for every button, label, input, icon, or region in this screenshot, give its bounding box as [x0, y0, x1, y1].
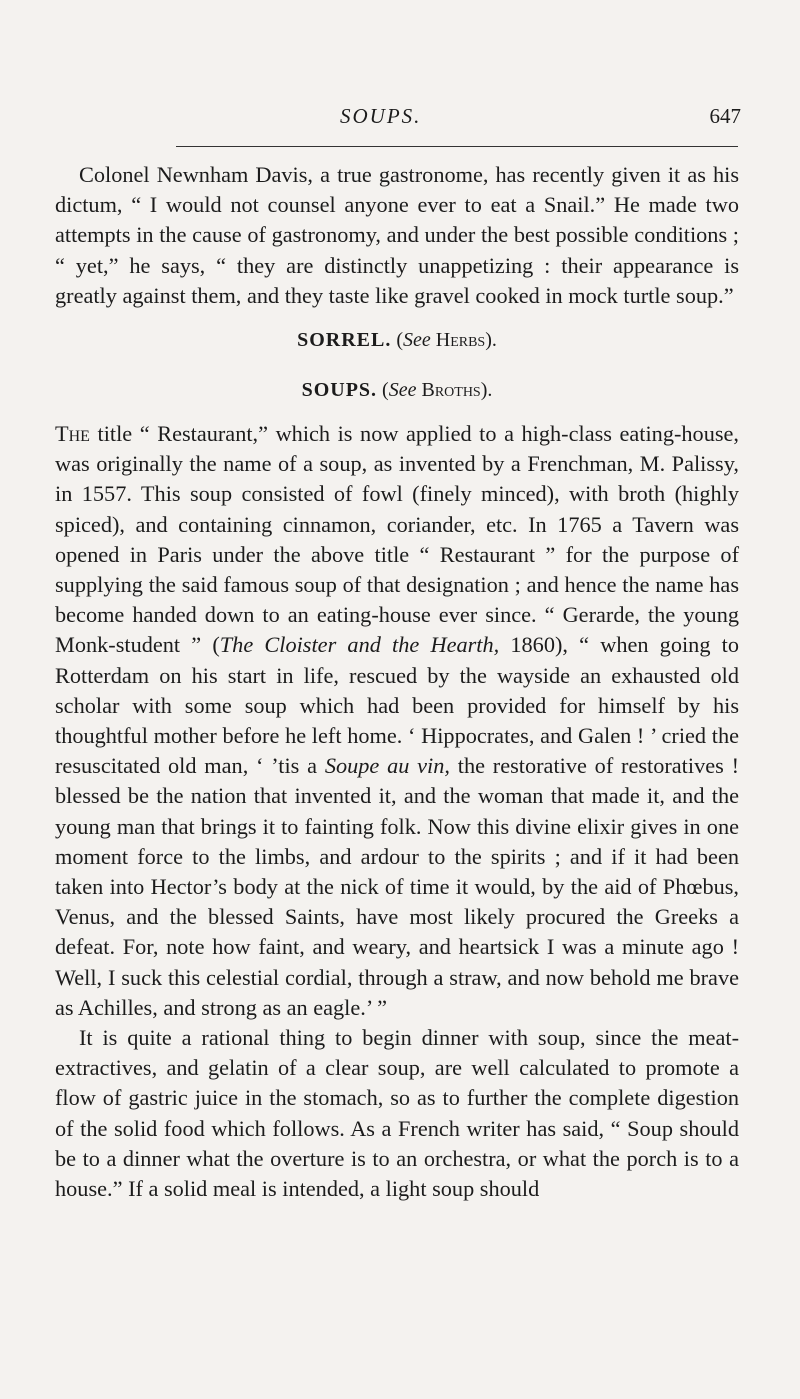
heading-sorrel-title: SORREL.	[297, 329, 392, 352]
soupe-au-vin: Soupe au vin,	[324, 753, 450, 779]
heading-soups-title: SOUPS.	[301, 379, 378, 402]
paragraph-snail: Colonel Newnham Davis, a true gastronome, has recently given it as his dictum, “ I would not counsel anyone ever to eat a Snail.” He made two attempts in the cause of gastronomy, and under the best possible conditions ; “ yet,” he says, “ they are distinctly unappetizing : their appearance is greatly against them, and they taste like gravel cooked in mock turtle soup.”	[55, 162, 739, 308]
heading-sorrel-see: See	[403, 329, 431, 352]
heading-sorrel: SORREL. (See Herbs).	[297, 329, 497, 352]
heading-sorrel-ref: Herbs	[435, 329, 486, 352]
paragraph-restaurant-text-b: 1860), “ when going to Rotterdam on his start in life, rescued by the wayside an exhausted old scholar with some soup which had been provided for himself by his thoughtful mother before he left home. ‘ Hippocrates, and Galen ! ’ cried the resuscitated old man, ‘ ’tis a	[55, 632, 739, 779]
header-rule	[176, 146, 738, 147]
book-title: The Cloister and the Hearth,	[219, 632, 500, 658]
paragraph-dinner: It is quite a rational thing to begin dinner with soup, since the meat-extractives, and gelatin of a clear soup, are well calculated to promote a flow of gastric juice in the stomach, so as to further the complete digestion of the solid food which follows. As a French writer has said, “ Soup should be to a dinner what the overture is to an orchestra, or what the porch is to a house.” If a solid meal is intended, a light soup should	[55, 1025, 739, 1202]
heading-soups: SOUPS. (See Broths).	[301, 379, 493, 402]
heading-soups-ref: Broths	[421, 379, 481, 402]
paragraph-restaurant	[55, 419, 739, 1023]
page-header	[0, 104, 800, 134]
paragraph-restaurant-text-a: title “ Restaurant,” which is now applied to a high-class eating-house, was originally the name of a soup, as invented by a Frenchman, M. Palissy, in 1557. This soup consisted of fowl (finely minced), with broth (highly spiced), and containing cinnamon, coriander, etc. In 1765 a Tavern was opened in Paris under the above title “ Restaurant ” for the purpose of supplying the said famous soup of that designation ; and hence the name has become handed down to an eating-house ever since. “ Gerarde, the young Monk-student ” (	[55, 421, 739, 658]
paragraph-restaurant-text-c: the restorative of restoratives ! blessed be the nation that invented it, and the woman that made it, and the young man that brings it to fainting folk. Now this divine elixir gives in one moment force to the limbs, and ardour to the spirits ; and if it had been taken into Hector’s body at the nick of time it would, by the aid of Phœbus, Venus, and the blessed Saints, have most likely procured the Greeks a defeat. For, note how faint, and weary, and heartsick I was a minute ago ! Well, I suck this celestial cordial, through a straw, and now behold me brave as Achilles, and strong as an eagle.’ ”	[55, 753, 740, 1020]
running-title: SOUPS.	[340, 104, 422, 128]
heading-soups-see: See	[388, 379, 417, 402]
paragraph-lead-word: The	[55, 421, 90, 447]
page-body	[55, 160, 739, 1204]
page-number: 647	[709, 104, 741, 128]
